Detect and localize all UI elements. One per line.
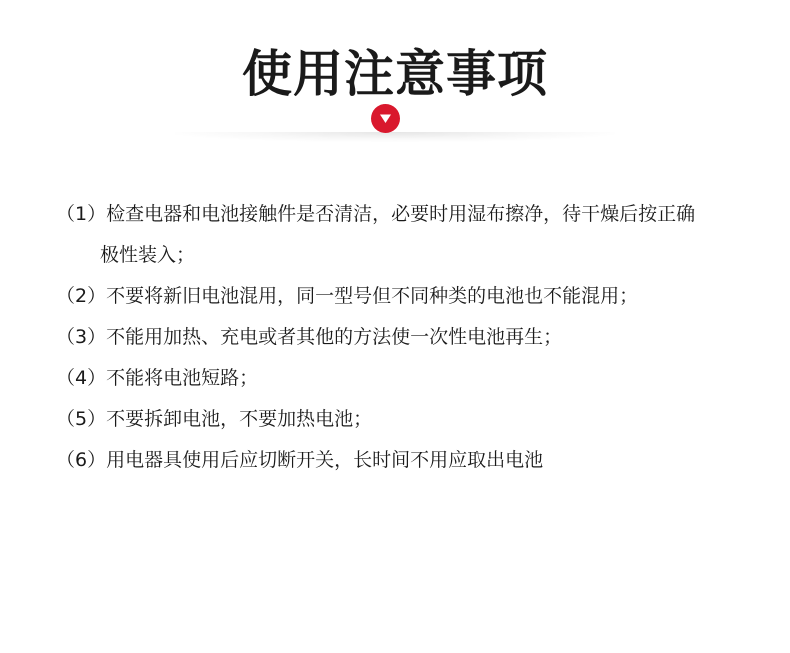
note-item-1 — [56, 194, 766, 276]
page-title: 使用注意事项 — [242, 45, 548, 103]
triangle-down-icon — [371, 104, 400, 133]
note-6-text: （6）用电器具使用后应切断开关，长时间不用应取出电池 — [56, 449, 544, 471]
notes-list — [56, 194, 766, 481]
note-item-3 — [56, 317, 766, 358]
note-4-text: （4）不能将电池短路； — [56, 367, 259, 389]
title-divider — [175, 132, 615, 142]
note-1-line-2: 极性装入； — [100, 244, 196, 266]
note-item-6 — [56, 440, 766, 481]
note-item-4 — [56, 358, 766, 399]
section-badge — [371, 104, 400, 133]
note-item-5 — [56, 399, 766, 440]
note-3-text: （3）不能用加热、充电或者其他的方法使一次性电池再生； — [56, 326, 563, 348]
note-item-2 — [56, 276, 766, 317]
note-1-line-1: （1）检查电器和电池接触件是否清洁，必要时用湿布擦净，待干燥后按正确 — [56, 203, 696, 225]
note-2-text: （2）不要将新旧电池混用，同一型号但不同种类的电池也不能混用； — [56, 285, 639, 307]
note-5-text: （5）不要拆卸电池，不要加热电池； — [56, 408, 373, 430]
